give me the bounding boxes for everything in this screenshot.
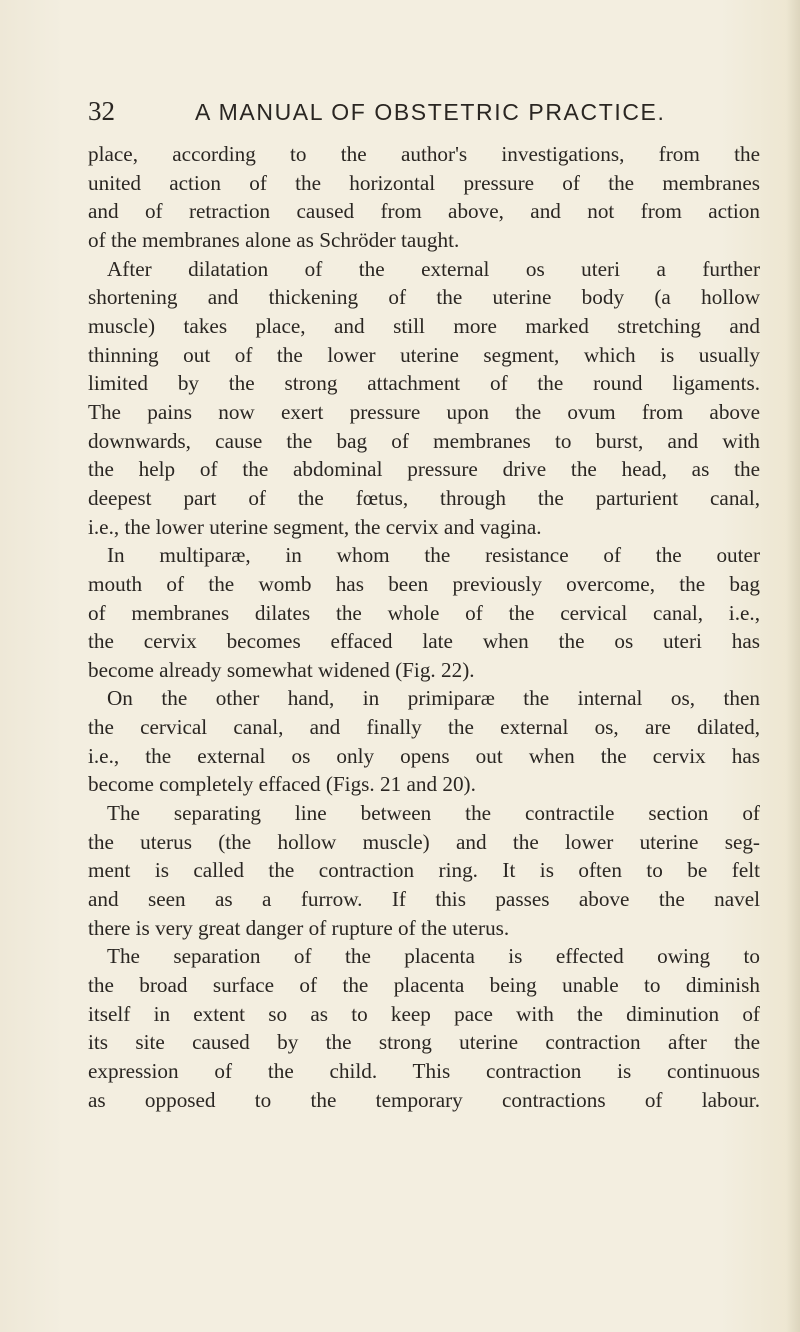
text-line: and seen as a furrow. If this passes above the navel: [88, 887, 760, 912]
text-line: The pains now exert pressure upon the ovum from above: [88, 399, 760, 424]
text-line: there is very great danger of rupture of the uterus.: [88, 915, 510, 940]
text-line: mouth of the womb has been previously overcome, the bag: [88, 571, 760, 596]
running-title: A MANUAL OF OBSTETRIC PRACTICE.: [195, 99, 666, 125]
text-line: thinning out of the lower uterine segment, which is usually: [88, 342, 760, 367]
page-edge-shadow: [786, 0, 800, 1332]
text-line: the broad surface of the placenta being unable to diminish: [88, 973, 760, 998]
text-line: limited by the strong attachment of the round ligaments.: [88, 371, 760, 396]
text-line: become completely effaced (Figs. 21 and 20).: [88, 772, 476, 797]
text-line: In multiparæ, in whom the resistance of the outer: [107, 543, 760, 568]
body-text: [88, 140, 760, 1114]
text-line: The separation of the placenta is effected owing to: [107, 944, 760, 969]
text-line: and of retraction caused from above, and not from action: [88, 199, 760, 224]
text-line: On the other hand, in primiparæ the internal os, then: [107, 686, 760, 711]
page-number: 32: [88, 96, 115, 126]
text-line: After dilatation of the external os uteri a further: [107, 256, 760, 281]
running-header: [88, 96, 748, 136]
text-line: i.e., the lower uterine segment, the cervix and vagina.: [88, 514, 542, 539]
text-line: The separating line between the contractile section of: [107, 801, 760, 826]
text-line: expression of the child. This contraction is continuous: [88, 1059, 760, 1083]
text-line: ment is called the contraction ring. It is often to be felt: [88, 858, 760, 883]
text-line: the cervix becomes effaced late when the os uteri has: [88, 629, 760, 654]
text-line: downwards, cause the bag of membranes to burst, and with: [88, 428, 760, 453]
text-line: of membranes dilates the whole of the cervical canal, i.e.,: [88, 600, 760, 625]
text-line: place, according to the author's investigations, from the: [88, 142, 760, 166]
text-line: shortening and thickening of the uterine body (a hollow: [88, 285, 760, 310]
text-line: deepest part of the fœtus, through the parturient canal,: [88, 485, 760, 510]
text-line: the cervical canal, and finally the external os, are dilated,: [88, 715, 760, 740]
text-line: i.e., the external os only opens out when the cervix has: [88, 743, 760, 768]
text-line: the uterus (the hollow muscle) and the lower uterine seg-: [88, 829, 760, 854]
text-line: become already somewhat widened (Fig. 22).: [88, 657, 475, 682]
text-line: united action of the horizontal pressure of the membranes: [88, 170, 760, 195]
text-line: of the membranes alone as Schröder taught.: [88, 227, 460, 252]
text-line: as opposed to the temporary contractions of labour.: [88, 1087, 760, 1112]
text-line: its site caused by the strong uterine contraction after the: [88, 1030, 760, 1055]
text-line: the help of the abdominal pressure drive the head, as the: [88, 457, 760, 482]
text-line: itself in extent so as to keep pace with the diminution of: [88, 1001, 760, 1026]
text-line: muscle) takes place, and still more marked stretching and: [88, 313, 760, 338]
